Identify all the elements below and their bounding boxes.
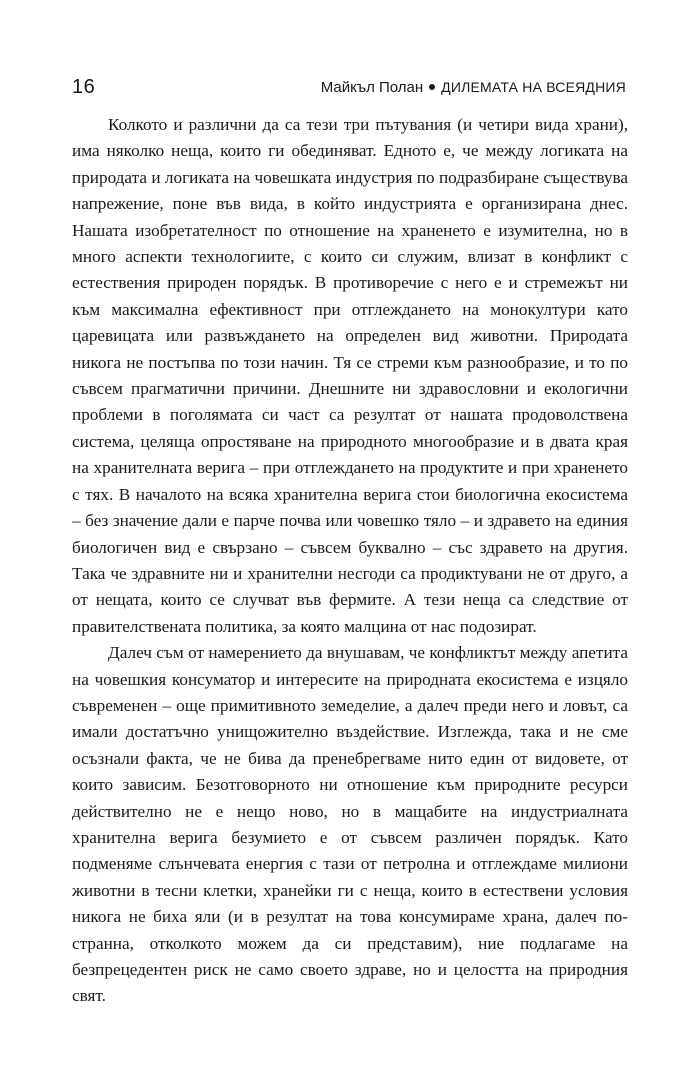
running-head-book-title: ДИЛЕМАТА НА ВСЕЯДНИЯ — [441, 79, 626, 95]
page-number: 16 — [72, 76, 96, 98]
paragraph-2: Далеч съм от намерението да внушавам, че конфликтът между апетита на човешкия консуматор и интересите на природната екосистема е изцяло съвременен – още примитивното земеделие, а далеч преди него и ловът, са имали достатъчно унищожително въздействие. Изглежда, така и не сме осъзнали факта, че не бива да пренебрегваме нито един от видовете, от които зависим. Безотговорното ни отношение към природните ресурси действително не е нещо ново, но в мащабите на индустриалната хранителна верига безумието е от съвсем различен порядък. Като подменяме слънчевата енергия с тази от петролна и отглеждаме милиони животни в тесни клетки, хранейки ги с неща, които в естествени условия никога не биха яли (и в резултат на това консумираме храна, далеч по-странна, отколкото можем да си представим), ние подлагаме на безпрецедентен риск не само своето здраве, но и целостта на природния свят. — [72, 643, 628, 1006]
paragraph-1: Колкото и различни да са тези три пътувания (и четири вида храни), има няколко неща, които ги обединяват. Едното е, че между логиката на природата и логиката на човешката индустрия по подразбиране съществува напрежение, поне във вида, в който индустрията е организирана днес. Нашата изобретателност по отношение на храненето е изумителна, но в много аспекти технологиите, с които си служим, влизат в конфликт с естествения природен порядък. В противоречие с него е и стремежът ни към максимална ефективност при отглеждането на монокултури като царевицата или развъждането на определен вид животни. Природата никога не постъпва по този начин. Тя се стреми към разнообразие, и то по съвсем прагматични причини. Днешните ни здравословни и екологични проблеми в поголямата си част са резултат от нашата продоволствена система, целяща опростяване на природното многообразие и в двата края на хранителната верига – при отглеждането на продуктите и при храненето с тях. В началото на всяка хранителна верига стои биологична екосистема – без значение дали е парче почва или човешко тяло – и здравето на единия биологичен вид е свързано – съвсем буквално – със здравето на другия. Така че здравните ни и хранителни несгоди са продиктувани не от друго, а от нещата, които се случват във фермите. А тези неща са следствие от правителствената политика, за която малцина от нас подозират. — [72, 115, 628, 636]
body-text — [72, 112, 628, 1010]
running-head-author: Майкъл Полан — [320, 79, 424, 96]
running-head — [321, 79, 626, 96]
bullet-separator-icon — [429, 84, 435, 90]
